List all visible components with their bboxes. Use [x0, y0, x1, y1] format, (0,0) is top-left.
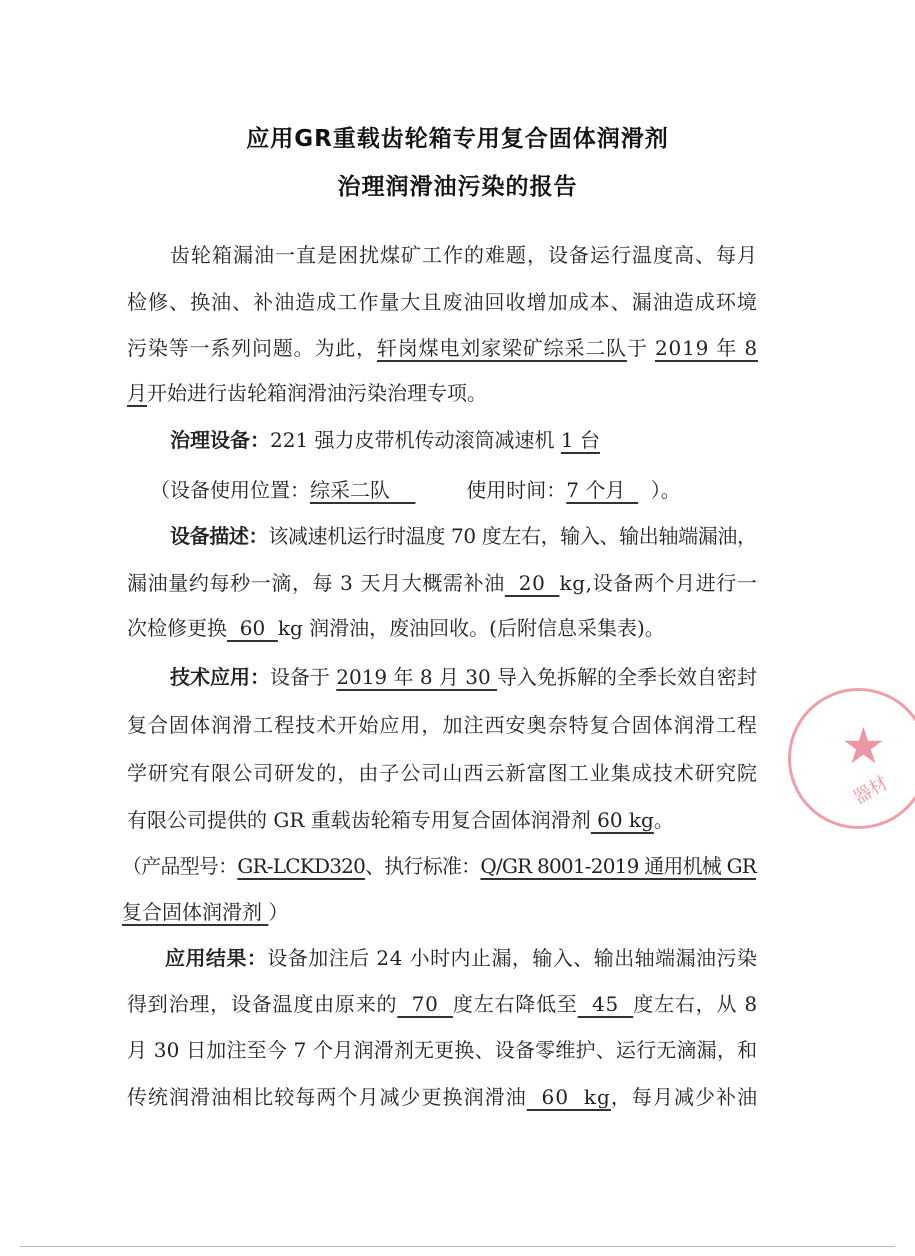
text: 漏油量约每秒一滴，每 3 天月大概需补油: [127, 571, 505, 595]
filled-field: 月: [127, 381, 147, 405]
text: 学研究有限公司研发的，由子公司山西云新富图工业集成技术研究院: [127, 761, 758, 785]
text: kg,设备两个月进行一: [559, 571, 758, 595]
text: （设备使用位置：: [150, 478, 310, 502]
paragraph-line: [150, 475, 681, 505]
text: 。: [653, 808, 674, 832]
section-label: 治理设备：: [170, 428, 270, 452]
filled-field: 2019 年 8: [654, 336, 758, 360]
text: 度左右降低至: [452, 992, 578, 1016]
filled-field: 轩岗煤电刘家梁矿综采二队: [376, 336, 627, 360]
filled-field: 1 台: [560, 428, 600, 452]
paragraph-line: [127, 989, 758, 1019]
text: 传统润滑油相比较每两个月减少更换润滑油: [127, 1085, 527, 1109]
paragraph-line: [127, 287, 758, 317]
filled-field: 70: [397, 992, 453, 1016]
paragraph-line: [127, 805, 674, 835]
filled-field: 20: [504, 571, 560, 595]
filled-field: GR-LCKD320: [237, 854, 366, 878]
text: （产品型号：: [122, 854, 238, 878]
text: 有限公司提供的 GR 重载齿轮箱专用复合固体润滑剂: [127, 808, 591, 832]
text: 检修、换油、补油造成工作量大且废油回收增加成本、漏油造成环境: [127, 290, 758, 314]
paragraph-line: [165, 943, 757, 973]
paragraph-line: [170, 521, 757, 551]
paragraph-line: [127, 568, 758, 598]
text: 次检修更换: [127, 616, 227, 640]
paragraph-line: [170, 240, 758, 270]
seal-text: 器材: [849, 772, 892, 809]
text: ）: [268, 900, 289, 924]
company-seal: [788, 688, 915, 829]
text: kg 润滑油，废油回收。(后附信息采集表)。: [277, 616, 665, 640]
filled-field: 45: [577, 992, 634, 1016]
paragraph-line: [127, 333, 758, 363]
text: 该减速机运行时温度 70 度左右，输入、输出轴端漏油，: [268, 524, 757, 548]
paragraph-line: [122, 897, 288, 927]
text: 复合固体润滑工程技术开始应用，加注西安奥奈特复合固体润滑工程: [127, 713, 758, 737]
paragraph-line: [127, 710, 758, 740]
filled-field: 60 kg: [590, 808, 654, 832]
filled-field: 综采二队: [310, 478, 416, 502]
paragraph-line: [127, 378, 487, 408]
filled-field: 复合固体润滑剂: [122, 900, 269, 924]
page-edge: [20, 1246, 895, 1247]
section-label: 设备描述：: [170, 524, 269, 548]
text: 得到治理，设备温度由原来的: [127, 992, 398, 1016]
text: 设备加注后 24 小时内止漏，输入、输出轴端漏油污染: [267, 946, 758, 970]
text: 度左右，从 8: [633, 992, 758, 1016]
text: 、执行标准：: [365, 854, 481, 878]
paragraph-line: [127, 758, 758, 788]
filled-field: 60: [227, 616, 278, 640]
text: 开始进行齿轮箱润滑油污染治理专项。: [147, 381, 487, 405]
report-title-line-1: 应用GR重载齿轮箱专用复合固体润滑剂: [246, 126, 669, 152]
paragraph-line: [127, 1035, 757, 1065]
text: 月 30 日加注至今 7 个月润滑剂无更换、设备零维护、运行无滴漏，和: [127, 1038, 758, 1062]
paragraph-line: [170, 425, 600, 455]
section-label: 技术应用：: [170, 665, 270, 689]
paragraph-line: [122, 851, 756, 881]
filled-field: Q/GR 8001-2019 通用机械 GR: [480, 854, 757, 878]
text: 221 强力皮带机传动滚筒减速机: [270, 428, 561, 452]
text: 污染等一系列问题。为此，: [127, 336, 377, 360]
filled-field: 2019 年 8 月 30: [336, 665, 498, 689]
paragraph-line: [170, 662, 757, 692]
text: 齿轮箱漏油一直是困扰煤矿工作的难题，设备运行温度高、每月: [170, 243, 758, 267]
paragraph-line: [127, 1082, 758, 1112]
text: 使用时间：: [415, 478, 567, 502]
seal-star-icon: ★: [841, 717, 886, 775]
report-title-line-2: 治理润滑油污染的报告: [337, 174, 578, 200]
text: ）。: [638, 478, 681, 502]
paragraph-line: [127, 613, 665, 643]
filled-field: 60 kg: [526, 1085, 611, 1109]
text: 导入免拆解的全季长效自密封: [497, 665, 757, 689]
text: 于: [626, 336, 655, 360]
section-label: 应用结果：: [165, 946, 268, 970]
filled-field: 7 个月: [566, 478, 639, 502]
text: 设备于: [269, 665, 337, 689]
text: ，每月减少补油: [610, 1085, 759, 1109]
